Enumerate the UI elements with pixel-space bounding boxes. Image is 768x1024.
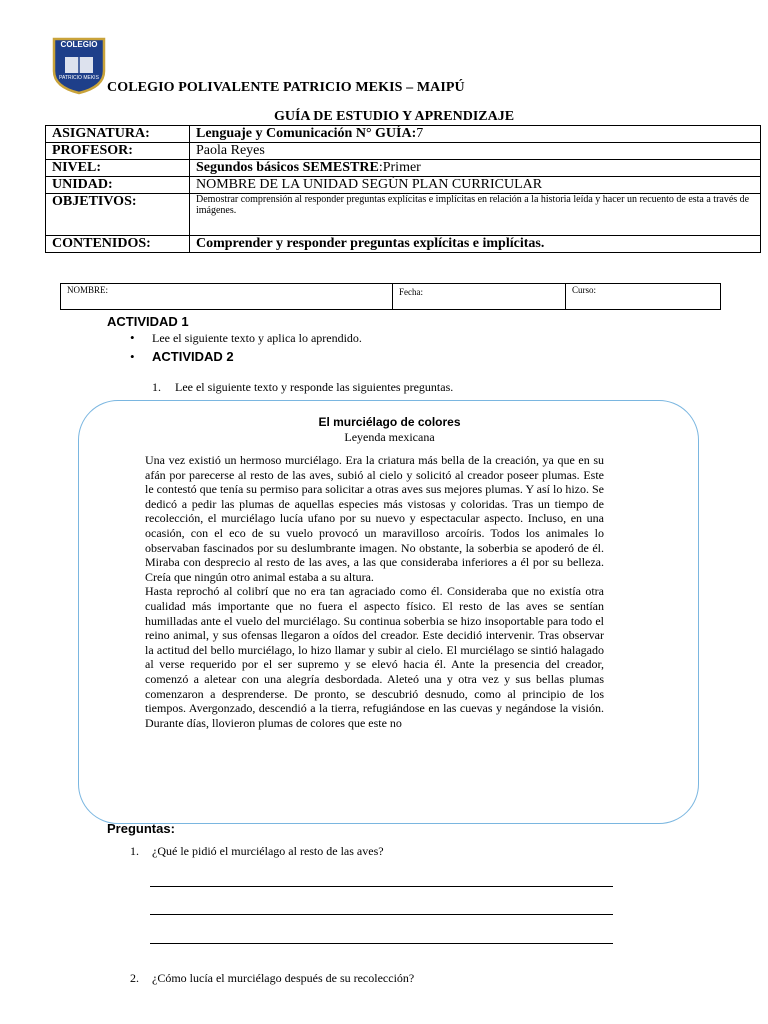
activity-2-instruction: Lee el siguiente texto y responde las siguientes preguntas.	[175, 380, 454, 394]
activity-1-instruction: Lee el siguiente texto y aplica lo aprendido.	[152, 331, 362, 345]
logo-text-bottom: PATRICIO MEKIS	[59, 75, 99, 81]
nivel-value: Segundos básicos SEMESTRE	[196, 160, 379, 175]
contenidos-label: CONTENIDOS:	[46, 236, 190, 253]
student-info-table	[60, 283, 721, 310]
fecha-field[interactable]: Fecha:	[393, 284, 566, 310]
answer-line[interactable]	[150, 886, 613, 887]
nivel-label: NIVEL:	[46, 160, 190, 177]
logo-text-top: COLEGIO	[60, 40, 98, 49]
story-frame	[78, 400, 699, 824]
activity-2-item-number: 1.	[152, 380, 161, 394]
story-title: El murciélago de colores	[318, 415, 461, 429]
guide-title: GUÍA DE ESTUDIO Y APRENDIZAJE	[273, 109, 515, 124]
answer-line[interactable]	[150, 914, 613, 915]
unidad-value: NOMBRE DE LA UNIDAD SEGÚN PLAN CURRICULAR	[190, 177, 761, 194]
question-1-number: 1.	[130, 844, 139, 858]
semestre-value: :Primer	[378, 160, 421, 175]
profesor-label: PROFESOR:	[46, 143, 190, 160]
nivel-cell	[190, 160, 761, 177]
answer-line[interactable]	[150, 943, 613, 944]
activity-2-title: ACTIVIDAD 2	[152, 349, 234, 364]
story-paragraph-2: Hasta reprochó al colibrí que no era tan agraciado como él. Consideraba que no existía otra cualidad más importante que no fuera el aspecto físico. El resto de las aves se sentían humilladas ante el vuelo del murciélago. Su continua soberbia se hizo insoportable para todo el reino animal, y sus ofensas llegaron a oídos del creador. Este decidió intervenir. Tras observar la actitud del bello murciélago, lo hizo llamar y subir al cielo. El murciélago se sintió halagado al verse requerido por el ser supremo y se elevó hacia él. Ante la presencia del creador, comenzó a aletear con una alegría desbordada. Aleteó una y otra vez y sus bellas plumas comenzaron a desprenderse. De pronto, se descubrió desnudo, como al principio de los tiempos. Avergonzado, descendió a la tierra, refugiándose en las cuevas y negándose la visión. Durante días, llovieron plumas de colores que este no	[145, 584, 604, 730]
story-subtitle: Leyenda mexicana	[344, 430, 435, 444]
unidad-label: UNIDAD:	[46, 177, 190, 194]
contenidos-value: Comprender y responder preguntas explícitas e implícitas.	[190, 236, 761, 253]
course-info-table	[45, 125, 761, 253]
story-paragraph-1: Una vez existió un hermoso murciélago. Era la criatura más bella de la creación, ya que en su afán por parecerse al resto de las aves, subió al cielo y solicitó al creador poseer plumas. Este le contestó que tenía su permiso para solicitar a otras aves sus mejores plumas. Y así lo hizo. Se dedicó a pedir las plumas de aquellas especies más vistosas y coloridas. Tras un tiempo de recolección, el murciélago lucía ufano por su nuevo y espectacular aspecto. Incluso, en una ocasión, con el eco de su vuelo provocó un maravilloso arcoíris. Todos los animales lo observaban fascinados por su deslumbrante imagen. No obstante, la soberbia se apoderó de él. Miraba con desprecio al resto de las aves, a las que consideraba inferiores a él por su belleza. Creía que ningún otro animal estaba a su altura.	[145, 453, 604, 584]
guia-number: 7	[416, 126, 424, 141]
profesor-value: Paola Reyes	[190, 143, 761, 160]
objetivos-label: OBJETIVOS:	[46, 194, 190, 236]
story-text	[145, 453, 604, 730]
school-name: COLEGIO POLIVALENTE PATRICIO MEKIS – MAIPÚ	[107, 80, 465, 95]
objetivos-value: Demostrar comprensión al responder preguntas explícitas e implícitas en relación a la historia leída y hacer un recuento de esta a través de imágenes.	[196, 194, 750, 216]
bullet-marker: •	[130, 330, 135, 345]
question-2-number: 2.	[130, 971, 139, 985]
nombre-field[interactable]: NOMBRE:	[61, 284, 393, 310]
objetivos-cell	[190, 194, 761, 236]
asignatura-label: ASIGNATURA:	[46, 126, 190, 143]
asignatura-cell	[190, 126, 761, 143]
asignatura-value: Lenguaje y Comunicación N° GUÍA:	[196, 126, 417, 141]
bullet-marker: •	[130, 349, 135, 364]
activity-1-title: ACTIVIDAD 1	[107, 314, 189, 329]
question-2-text: ¿Cómo lucía el murciélago después de su recolección?	[152, 971, 415, 985]
question-1-text: ¿Qué le pidió el murciélago al resto de las aves?	[152, 844, 384, 858]
curso-field[interactable]: Curso:	[566, 284, 721, 310]
questions-heading: Preguntas:	[107, 821, 175, 836]
school-logo	[52, 37, 106, 95]
